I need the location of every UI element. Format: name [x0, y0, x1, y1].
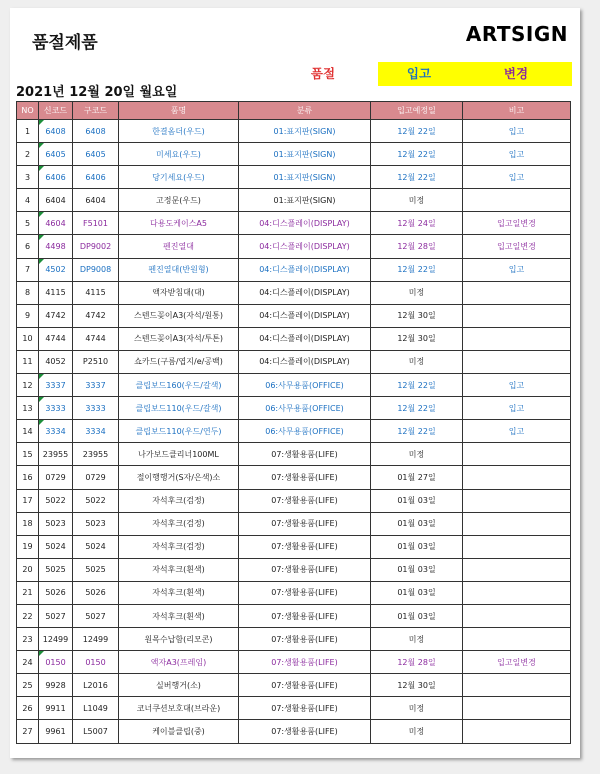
note-cell: 입고 — [463, 143, 571, 166]
category-cell: 07:생활용품(LIFE) — [239, 674, 371, 697]
new-code-cell: 9928 — [39, 674, 73, 697]
category-cell: 04:디스플레이(DISPLAY) — [239, 235, 371, 258]
row-no-cell: 7 — [17, 258, 39, 281]
table-row — [17, 350, 571, 373]
old-code-cell: 6405 — [73, 143, 119, 166]
new-code-cell: 4115 — [39, 281, 73, 304]
arrival-date-cell: 01월 03일 — [371, 581, 463, 604]
note-cell — [463, 558, 571, 581]
note-cell — [463, 720, 571, 743]
row-no-cell: 25 — [17, 674, 39, 697]
category-cell: 07:생활용품(LIFE) — [239, 489, 371, 512]
note-cell: 입고 — [463, 258, 571, 281]
new-code-cell: 0729 — [39, 466, 73, 489]
product-name-cell: 당기세요(우드) — [119, 166, 239, 189]
col-header-old-code: 구코드 — [73, 102, 119, 120]
row-no-cell: 11 — [17, 350, 39, 373]
arrival-date-cell: 12월 28일 — [371, 235, 463, 258]
old-code-cell: 5023 — [73, 512, 119, 535]
old-code-cell: DP9008 — [73, 258, 119, 281]
new-code-cell: 6408 — [39, 120, 73, 143]
row-no-cell: 27 — [17, 720, 39, 743]
old-code-cell: DP9002 — [73, 235, 119, 258]
product-name-cell: 코너쿠션보호대(브라운) — [119, 697, 239, 720]
note-cell — [463, 581, 571, 604]
arrival-date-cell: 12월 24일 — [371, 212, 463, 235]
table-row — [17, 512, 571, 535]
new-code-cell: 5024 — [39, 535, 73, 558]
old-code-cell: L2016 — [73, 674, 119, 697]
product-name-cell: 고정문(우드) — [119, 189, 239, 212]
table-row — [17, 281, 571, 304]
new-code-cell: 6406 — [39, 166, 73, 189]
new-code-cell: 6405 — [39, 143, 73, 166]
table-row — [17, 604, 571, 627]
product-name-cell: 원목수납함(리모콘) — [119, 628, 239, 651]
category-cell: 07:생활용품(LIFE) — [239, 651, 371, 674]
product-name-cell: 자석후크(흰색) — [119, 558, 239, 581]
category-cell: 01:표지판(SIGN) — [239, 166, 371, 189]
arrival-date-cell: 01월 03일 — [371, 558, 463, 581]
new-code-cell: 3333 — [39, 397, 73, 420]
table-row — [17, 558, 571, 581]
category-cell: 04:디스플레이(DISPLAY) — [239, 258, 371, 281]
category-cell: 07:생활용품(LIFE) — [239, 535, 371, 558]
old-code-cell: 3334 — [73, 420, 119, 443]
row-no-cell: 10 — [17, 327, 39, 350]
note-cell — [463, 674, 571, 697]
category-cell: 07:생활용품(LIFE) — [239, 443, 371, 466]
category-cell: 07:생활용품(LIFE) — [239, 558, 371, 581]
legend-restock: 입고 — [378, 62, 460, 86]
new-code-cell: 12499 — [39, 628, 73, 651]
old-code-cell: 4744 — [73, 327, 119, 350]
col-header-product: 품명 — [119, 102, 239, 120]
category-cell: 01:표지판(SIGN) — [239, 189, 371, 212]
row-no-cell: 8 — [17, 281, 39, 304]
old-code-cell: 0729 — [73, 466, 119, 489]
category-cell: 01:표지판(SIGN) — [239, 120, 371, 143]
product-name-cell: 케이블클립(중) — [119, 720, 239, 743]
arrival-date-cell: 12월 22일 — [371, 166, 463, 189]
row-no-cell: 22 — [17, 604, 39, 627]
old-code-cell: 6408 — [73, 120, 119, 143]
old-code-cell: 3337 — [73, 374, 119, 397]
product-name-cell: 펜진열대 — [119, 235, 239, 258]
table-row — [17, 466, 571, 489]
col-header-no: NO — [17, 102, 39, 120]
product-name-cell: 스텐드꽂이A3(자석/원통) — [119, 304, 239, 327]
category-cell: 04:디스플레이(DISPLAY) — [239, 281, 371, 304]
row-no-cell: 20 — [17, 558, 39, 581]
row-no-cell: 17 — [17, 489, 39, 512]
table-row — [17, 143, 571, 166]
table-row — [17, 674, 571, 697]
category-cell: 07:생활용품(LIFE) — [239, 512, 371, 535]
arrival-date-cell: 01월 03일 — [371, 489, 463, 512]
new-code-cell: 5027 — [39, 604, 73, 627]
category-cell: 04:디스플레이(DISPLAY) — [239, 350, 371, 373]
arrival-date-cell: 12월 30일 — [371, 674, 463, 697]
col-header-new-code: 신코드 — [39, 102, 73, 120]
category-cell: 06:사무용품(OFFICE) — [239, 397, 371, 420]
arrival-date-cell: 01월 27일 — [371, 466, 463, 489]
row-no-cell: 26 — [17, 697, 39, 720]
category-cell: 01:표지판(SIGN) — [239, 143, 371, 166]
arrival-date-cell: 미정 — [371, 350, 463, 373]
note-cell — [463, 304, 571, 327]
note-cell — [463, 697, 571, 720]
product-name-cell: 자석후크(흰색) — [119, 581, 239, 604]
new-code-cell: 4052 — [39, 350, 73, 373]
product-name-cell: 자석후크(흰색) — [119, 604, 239, 627]
soldout-table — [16, 101, 571, 744]
table-row — [17, 235, 571, 258]
note-cell: 입고일변경 — [463, 235, 571, 258]
arrival-date-cell: 12월 22일 — [371, 397, 463, 420]
new-code-cell: 5026 — [39, 581, 73, 604]
table-row — [17, 120, 571, 143]
arrival-date-cell: 미정 — [371, 628, 463, 651]
table-header-row — [17, 102, 571, 120]
category-cell: 04:디스플레이(DISPLAY) — [239, 304, 371, 327]
product-name-cell: 미세요(우드) — [119, 143, 239, 166]
table-row — [17, 327, 571, 350]
product-name-cell: 절이행행거(S자/은색)소 — [119, 466, 239, 489]
arrival-date-cell: 12월 28일 — [371, 651, 463, 674]
new-code-cell: 9911 — [39, 697, 73, 720]
arrival-date-cell: 미정 — [371, 720, 463, 743]
new-code-cell: 4502 — [39, 258, 73, 281]
old-code-cell: 4742 — [73, 304, 119, 327]
row-no-cell: 3 — [17, 166, 39, 189]
new-code-cell: 5025 — [39, 558, 73, 581]
old-code-cell: 23955 — [73, 443, 119, 466]
arrival-date-cell: 미정 — [371, 697, 463, 720]
row-no-cell: 23 — [17, 628, 39, 651]
product-name-cell: 자석후크(검정) — [119, 535, 239, 558]
category-cell: 07:생활용품(LIFE) — [239, 581, 371, 604]
table-row — [17, 720, 571, 743]
product-name-cell: 다용도케이스A5 — [119, 212, 239, 235]
product-name-cell: 자석후크(검정) — [119, 512, 239, 535]
table-row — [17, 304, 571, 327]
note-cell: 입고 — [463, 420, 571, 443]
product-name-cell: 스텐드꽂이A3(자석/투톤) — [119, 327, 239, 350]
new-code-cell: 4742 — [39, 304, 73, 327]
note-cell — [463, 604, 571, 627]
table-row — [17, 651, 571, 674]
table-row — [17, 443, 571, 466]
category-cell: 07:생활용품(LIFE) — [239, 720, 371, 743]
new-code-cell: 0150 — [39, 651, 73, 674]
old-code-cell: 3333 — [73, 397, 119, 420]
note-cell — [463, 189, 571, 212]
arrival-date-cell: 미정 — [371, 443, 463, 466]
old-code-cell: 12499 — [73, 628, 119, 651]
old-code-cell: 0150 — [73, 651, 119, 674]
row-no-cell: 6 — [17, 235, 39, 258]
note-cell: 입고일변경 — [463, 212, 571, 235]
arrival-date-cell: 01월 03일 — [371, 604, 463, 627]
row-no-cell: 21 — [17, 581, 39, 604]
arrival-date-cell: 12월 22일 — [371, 143, 463, 166]
new-code-cell: 3337 — [39, 374, 73, 397]
category-cell: 04:디스플레이(DISPLAY) — [239, 327, 371, 350]
category-cell: 07:생활용품(LIFE) — [239, 466, 371, 489]
category-cell: 07:생활용품(LIFE) — [239, 628, 371, 651]
table-row — [17, 189, 571, 212]
arrival-date-cell: 12월 22일 — [371, 420, 463, 443]
table-row — [17, 489, 571, 512]
product-name-cell: 액자받침대(대) — [119, 281, 239, 304]
note-cell — [463, 350, 571, 373]
legend-change: 변경 — [460, 62, 572, 86]
arrival-date-cell: 12월 30일 — [371, 304, 463, 327]
category-cell: 06:사무용품(OFFICE) — [239, 374, 371, 397]
note-cell: 입고 — [463, 397, 571, 420]
row-no-cell: 12 — [17, 374, 39, 397]
table-row — [17, 420, 571, 443]
product-name-cell: 클립보드160(우드/갈색) — [119, 374, 239, 397]
old-code-cell: L1049 — [73, 697, 119, 720]
product-name-cell: 실버행거(소) — [119, 674, 239, 697]
row-no-cell: 9 — [17, 304, 39, 327]
note-cell — [463, 535, 571, 558]
new-code-cell: 4498 — [39, 235, 73, 258]
row-no-cell: 15 — [17, 443, 39, 466]
old-code-cell: F5101 — [73, 212, 119, 235]
old-code-cell: 5022 — [73, 489, 119, 512]
row-no-cell: 16 — [17, 466, 39, 489]
table-row — [17, 397, 571, 420]
note-cell: 입고 — [463, 120, 571, 143]
row-no-cell: 18 — [17, 512, 39, 535]
old-code-cell: 4115 — [73, 281, 119, 304]
row-no-cell: 24 — [17, 651, 39, 674]
product-name-cell: 클립보드110(우드/연두) — [119, 420, 239, 443]
arrival-date-cell: 12월 22일 — [371, 120, 463, 143]
arrival-date-cell: 12월 30일 — [371, 327, 463, 350]
legend-soldout: 품절 — [310, 66, 336, 81]
note-cell: 입고 — [463, 374, 571, 397]
row-no-cell: 1 — [17, 120, 39, 143]
new-code-cell: 3334 — [39, 420, 73, 443]
product-name-cell: 펜진열대(반원형) — [119, 258, 239, 281]
old-code-cell: 6406 — [73, 166, 119, 189]
category-cell: 07:생활용품(LIFE) — [239, 604, 371, 627]
row-no-cell: 4 — [17, 189, 39, 212]
note-cell — [463, 466, 571, 489]
arrival-date-cell: 12월 22일 — [371, 374, 463, 397]
new-code-cell: 4744 — [39, 327, 73, 350]
brand-logo: ARTSIGN — [465, 22, 568, 46]
category-cell: 04:디스플레이(DISPLAY) — [239, 212, 371, 235]
category-cell: 06:사무용품(OFFICE) — [239, 420, 371, 443]
report-date: 2021년 12월 20일 월요일 — [16, 85, 178, 100]
col-header-category: 분류 — [239, 102, 371, 120]
product-name-cell: 쇼카드(구름/엽지/e/공백) — [119, 350, 239, 373]
arrival-date-cell: 미정 — [371, 281, 463, 304]
product-name-cell: 나가보드클리너100ML — [119, 443, 239, 466]
new-code-cell: 9961 — [39, 720, 73, 743]
table-row — [17, 212, 571, 235]
col-header-note: 비고 — [463, 102, 571, 120]
old-code-cell: 5025 — [73, 558, 119, 581]
table-row — [17, 374, 571, 397]
note-cell — [463, 512, 571, 535]
new-code-cell: 6404 — [39, 189, 73, 212]
old-code-cell: 5024 — [73, 535, 119, 558]
col-header-arrival: 입고예정일 — [371, 102, 463, 120]
arrival-date-cell: 12월 22일 — [371, 258, 463, 281]
old-code-cell: L5007 — [73, 720, 119, 743]
note-cell — [463, 489, 571, 512]
category-cell: 07:생활용품(LIFE) — [239, 697, 371, 720]
new-code-cell: 4604 — [39, 212, 73, 235]
note-cell: 입고일변경 — [463, 651, 571, 674]
row-no-cell: 2 — [17, 143, 39, 166]
note-cell — [463, 443, 571, 466]
arrival-date-cell: 미정 — [371, 189, 463, 212]
product-name-cell: 액자A3(프레임) — [119, 651, 239, 674]
old-code-cell: 5027 — [73, 604, 119, 627]
row-no-cell: 5 — [17, 212, 39, 235]
table-row — [17, 166, 571, 189]
note-cell — [463, 281, 571, 304]
row-no-cell: 19 — [17, 535, 39, 558]
product-name-cell: 자석후크(검정) — [119, 489, 239, 512]
new-code-cell: 5022 — [39, 489, 73, 512]
table-row — [17, 697, 571, 720]
new-code-cell: 23955 — [39, 443, 73, 466]
page-title: 품절제품 — [32, 33, 98, 53]
new-code-cell: 5023 — [39, 512, 73, 535]
table-row — [17, 581, 571, 604]
product-name-cell: 한결옴더(우드) — [119, 120, 239, 143]
old-code-cell: 5026 — [73, 581, 119, 604]
old-code-cell: 6404 — [73, 189, 119, 212]
note-cell — [463, 327, 571, 350]
note-cell: 입고 — [463, 166, 571, 189]
product-name-cell: 클립보드110(우드/갈색) — [119, 397, 239, 420]
table-row — [17, 628, 571, 651]
table-row — [17, 258, 571, 281]
old-code-cell: P2510 — [73, 350, 119, 373]
row-no-cell: 13 — [17, 397, 39, 420]
arrival-date-cell: 01월 03일 — [371, 535, 463, 558]
table-row — [17, 535, 571, 558]
row-no-cell: 14 — [17, 420, 39, 443]
note-cell — [463, 628, 571, 651]
arrival-date-cell: 01월 03일 — [371, 512, 463, 535]
